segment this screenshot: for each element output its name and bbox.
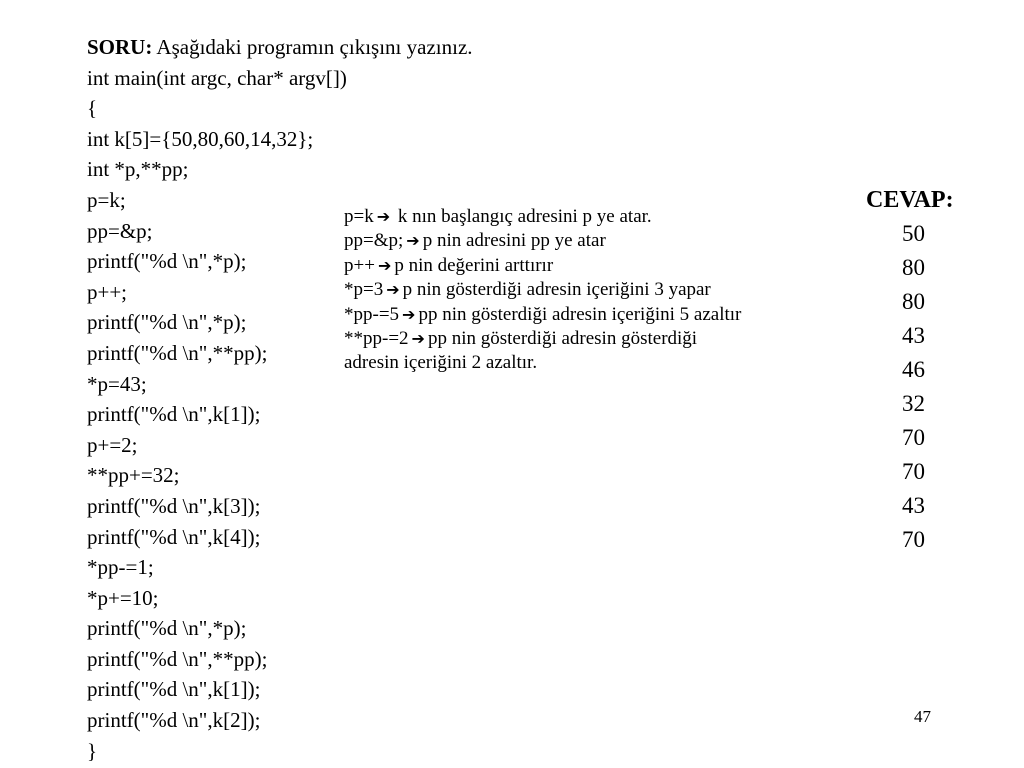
question-title — [87, 32, 567, 63]
explanation-line — [344, 254, 904, 278]
answer-title: CEVAP: — [866, 187, 954, 213]
arrow-right-icon: ➔ — [377, 255, 392, 275]
code-line: *p+=10; — [87, 585, 159, 610]
page-number: 47 — [914, 707, 931, 726]
code-line: printf("%d \n",*p); — [87, 310, 247, 335]
arrow-right-icon: ➔ — [386, 280, 400, 300]
code-line: printf("%d \n",*p); — [87, 616, 247, 641]
answer-value: 70 — [902, 425, 925, 450]
question-label: SORU: — [87, 35, 153, 59]
explanation-line — [344, 327, 904, 351]
explanation-line — [344, 351, 904, 375]
code-line: int *p,**pp; — [87, 157, 189, 182]
answer-value: 70 — [902, 527, 925, 552]
explanation-text: pp nin gösterdiği adresin içeriğini 5 azaltır — [418, 303, 742, 325]
code-line: printf("%d \n",k[4]); — [87, 524, 261, 549]
code-line: int k[5]={50,80,60,14,32}; — [87, 126, 314, 151]
question-block — [87, 32, 567, 766]
arrow-right-icon: ➔ — [406, 231, 420, 251]
explanation-line — [344, 229, 904, 253]
answer-value: 50 — [902, 221, 925, 246]
answer-values — [866, 217, 1006, 557]
explanation-statement: p=k — [344, 206, 374, 227]
explanation-line — [344, 205, 904, 229]
explanation-statement: pp=&p; — [344, 230, 404, 252]
code-line: *p=43; — [87, 371, 147, 396]
code-line: int main(int argc, char* argv[]) — [87, 65, 347, 90]
code-line: printf("%d \n",**pp); — [87, 340, 268, 365]
answer-value: 46 — [902, 357, 925, 382]
explanation-text: adresin içeriğini 2 azaltır. — [344, 352, 538, 374]
answer-value: 43 — [902, 323, 925, 348]
answer-value: 80 — [902, 255, 925, 280]
explanation-statement: *pp-=5 — [344, 303, 400, 325]
code-line: p+=2; — [87, 432, 138, 457]
answer-value: 80 — [902, 289, 925, 314]
explanation-statement: **pp-=2 — [344, 327, 409, 349]
explanation-text: p nin değerini arttırır — [394, 254, 554, 276]
code-line: printf("%d \n",k[2]); — [87, 708, 261, 733]
code-block — [87, 63, 567, 767]
code-line: p=k; — [87, 187, 126, 212]
explanation-line — [344, 278, 904, 302]
code-line: printf("%d \n",k[3]); — [87, 493, 261, 518]
code-line: **pp+=32; — [87, 463, 180, 488]
arrow-right-icon: ➔ — [402, 304, 416, 324]
code-line: *pp-=1; — [87, 555, 154, 580]
explanation-text: k nın başlangıç adresini p ye atar. — [393, 206, 652, 227]
answer-value: 43 — [902, 493, 925, 518]
code-line: printf("%d \n",k[1]); — [87, 677, 261, 702]
answer-block — [866, 183, 1006, 557]
explanation-line — [344, 303, 904, 327]
code-line: { — [87, 96, 98, 121]
code-line: pp=&p; — [87, 218, 153, 243]
answer-value: 32 — [902, 391, 925, 416]
code-line: } — [87, 738, 98, 763]
explanation-statement: *p=3 — [344, 279, 384, 301]
code-line: printf("%d \n",**pp); — [87, 646, 268, 671]
code-line: printf("%d \n",*p); — [87, 249, 247, 274]
explanation-block — [344, 205, 904, 376]
explanation-statement: p++ — [344, 254, 375, 276]
explanation-text: p nin adresini pp ye atar — [422, 230, 606, 252]
code-line: printf("%d \n",k[1]); — [87, 402, 261, 427]
code-line: p++; — [87, 279, 128, 304]
arrow-right-icon: ➔ — [376, 207, 391, 226]
explanation-text: p nin gösterdiği adresin içeriğini 3 yapar — [402, 279, 711, 301]
arrow-right-icon: ➔ — [411, 328, 425, 348]
explanation-text: pp nin gösterdiği adresin gösterdiği — [427, 327, 698, 349]
question-text: Aşağıdaki programın çıkışını yazınız. — [152, 35, 473, 59]
answer-value: 70 — [902, 459, 925, 484]
